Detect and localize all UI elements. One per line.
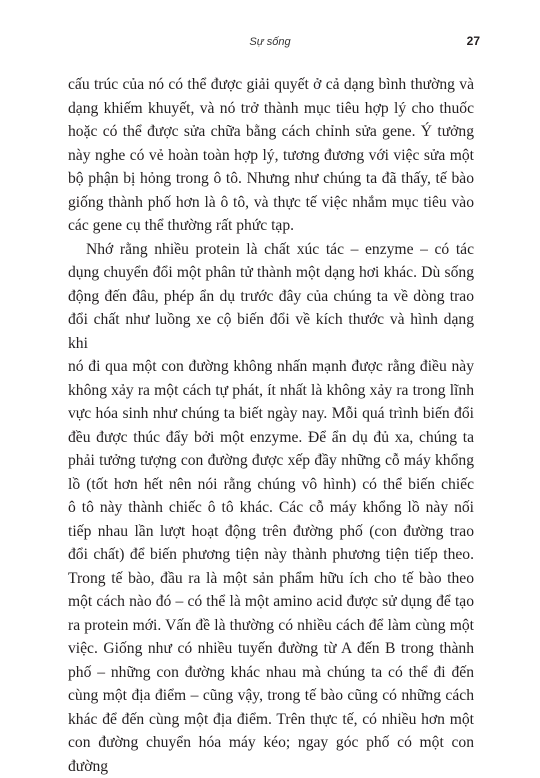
text-line: lồ (tốt hơn hết nên nói rằng chúng vô hình) có thể biến chiếc [68, 473, 474, 497]
text-line: hoặc có thể được sửa chữa bằng cách chỉnh sửa gene. Ý tưởng [68, 120, 474, 144]
text-line: không xảy ra một cách tự phát, ít nhất là không xảy ra trong lĩnh [68, 379, 474, 403]
text-line: giống thành phố hơn là ô tô, và thực tế việc nhắm mục tiêu vào [68, 191, 474, 215]
text-line: cùng một địa điểm – cũng vậy, trong tế bào cũng có những cách [68, 684, 474, 708]
text-line: cấu trúc của nó có thể được giải quyết ở cả dạng bình thường và [68, 73, 474, 97]
text-line: Nhớ rằng nhiều protein là chất xúc tác – enzyme – có tác [68, 238, 474, 262]
text-line: khác để đến cùng một địa điểm. Trên thực tế, có nhiều hơn một [68, 708, 474, 732]
text-line: đều được thúc đẩy bởi một enzyme. Để ẩn dụ đủ xa, chúng ta [68, 426, 474, 450]
text-line: ô tô này thành chiếc ô tô khác. Các cỗ máy khổng lồ này nối [68, 496, 474, 520]
text-line: phải tưởng tượng con đường được xếp đầy những cỗ máy khổng [68, 449, 474, 473]
text-line: các gene cụ thể thường rất phức tạp. [68, 214, 474, 238]
text-line: Trong tế bào, đầu ra là một sản phẩm hữu ích cho tế bào theo [68, 567, 474, 591]
text-line: con đường chuyển hóa máy kéo; ngay góc phố có một con đường [68, 731, 474, 778]
text-line: một cách nào đó – có thể là một amino acid được sử dụng để tạo [68, 590, 474, 614]
text-line: phố – những con đường khác nhau mà chúng ta có thể đi đến [68, 661, 474, 685]
text-line: vực hóa sinh như chúng ta biết ngày nay. Mỗi quá trình biến đổi [68, 402, 474, 426]
text-line: đổi chất như luồng xe cộ biến đổi về kích thước và hình dạng khi [68, 308, 474, 355]
text-line: dạng khiếm khuyết, và nó trở thành mục tiêu hợp lý cho thuốc [68, 97, 474, 121]
text-line: đổi chất) để biến phương tiện này thành phương tiện tiếp theo. [68, 543, 474, 567]
paragraph-1 [68, 73, 474, 238]
text-line: nó đi qua một con đường không nhấn mạnh được rằng điều này [68, 355, 474, 379]
text-line: bộ phận bị hỏng trong ô tô. Nhưng như chúng ta đã thấy, tế bào [68, 167, 474, 191]
page-number: 27 [467, 34, 480, 48]
body-text [68, 73, 474, 778]
text-line: việc. Giống như có nhiều tuyến đường từ A đến B trong thành [68, 637, 474, 661]
running-title: Sự sống [0, 36, 540, 48]
paragraph-2 [68, 238, 474, 778]
text-line: ra protein mới. Vấn đề là thường có nhiều cách để làm cùng một [68, 614, 474, 638]
text-line: tiếp nhau lần lượt hoạt động trên đường phố (con đường trao [68, 520, 474, 544]
text-line: động đến đâu, phép ẩn dụ trước đây của chúng ta về dòng trao [68, 285, 474, 309]
text-line: dụng chuyển đổi một phân tử thành một dạng hơi khác. Dù sống [68, 261, 474, 285]
text-line: này nghe có vẻ hoàn toàn hợp lý, tương đương với việc sửa một [68, 144, 474, 168]
